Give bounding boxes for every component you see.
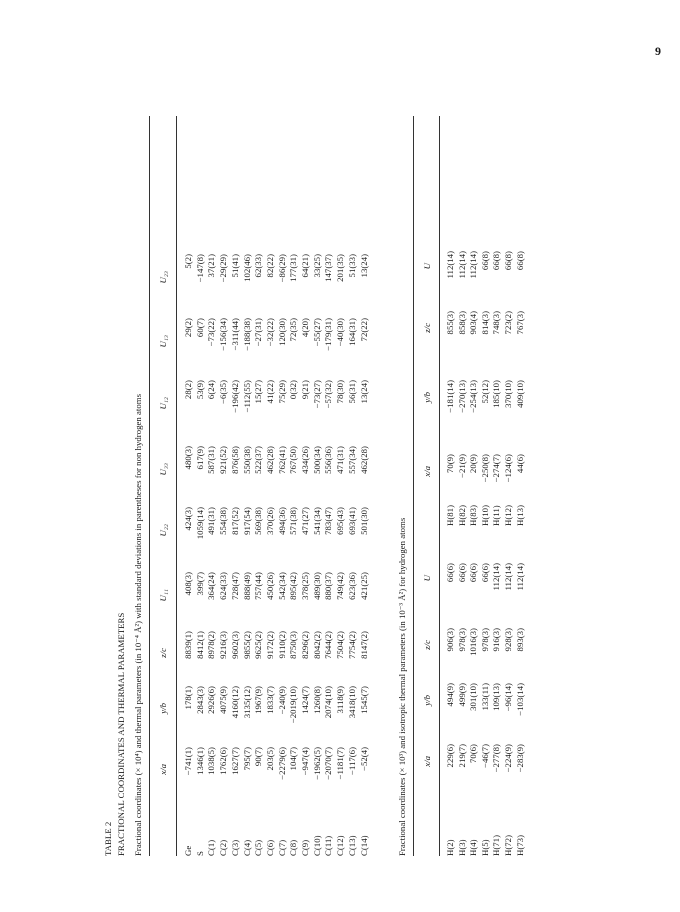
table2-header-rule xyxy=(439,116,440,856)
table2-cell: −277(8) xyxy=(491,744,502,773)
table1-cell: 56(31) xyxy=(346,380,357,404)
table1-atom-label: C(13) xyxy=(346,835,357,856)
table1-cell: 2074(10) xyxy=(323,686,334,719)
table1-atom-label: C(9) xyxy=(300,839,310,856)
table2-atom-label: H(12) xyxy=(503,504,513,526)
table1-atom-label: C(12) xyxy=(335,835,346,856)
table1-cell: 15(27) xyxy=(253,380,264,404)
table1-cell: 72(35) xyxy=(288,318,299,342)
table1-cell: −73(27) xyxy=(311,380,322,409)
table2-cell: −254(13) xyxy=(468,380,479,413)
table2-cell: 109(13) xyxy=(491,683,502,711)
table1-header-8: U₁₃ xyxy=(158,335,168,348)
table1-cell: 13(24) xyxy=(358,254,369,278)
table1-atom-label: C(3) xyxy=(229,839,240,856)
table1-cell: 480(3) xyxy=(183,446,193,470)
table2-cell: 52(12) xyxy=(479,380,490,404)
table1-cell: 695(43) xyxy=(335,507,346,535)
table1-cell: −2019(10) xyxy=(288,686,299,724)
table1-cell: −55(27) xyxy=(311,318,322,347)
table2-cell: 499(9) xyxy=(456,683,467,707)
table1-cell: −27(31) xyxy=(253,318,264,347)
table1-cell: 399(7) xyxy=(194,572,205,596)
table1-header-3: z/c xyxy=(158,648,168,658)
table2-cell: 1016(3) xyxy=(468,628,479,656)
table2-header-3: z/c xyxy=(422,640,432,650)
table1-cell: 13(24) xyxy=(358,380,369,404)
table2-cell: 855(3) xyxy=(445,311,455,335)
table1-cell: −73(22) xyxy=(206,318,217,347)
table2-cell: 814(3) xyxy=(479,311,490,335)
table1-cell: 72(22) xyxy=(358,318,369,342)
table2-cell: 858(3) xyxy=(456,311,467,335)
table1-cell: 41(22) xyxy=(264,380,275,404)
table1-cell: 164(31) xyxy=(346,318,357,346)
table1-cell: −40(30) xyxy=(335,318,346,347)
table1-cell: 4(20) xyxy=(300,318,310,338)
table1-atom-label: C(5) xyxy=(253,839,264,856)
table1-cell: 8412(1) xyxy=(194,631,205,659)
table1-cell: 3135(12) xyxy=(241,686,252,719)
table1-cell: 6(24) xyxy=(206,380,217,400)
table2-atom-label: H(72) xyxy=(503,834,513,856)
table2-header-7: z/c xyxy=(422,323,432,333)
table2-atom-label: H(71) xyxy=(491,834,502,856)
table2-cell: −46(7) xyxy=(479,744,490,769)
table1-cell: −196(42) xyxy=(229,380,240,413)
table2-cell: −96(14) xyxy=(503,683,513,712)
table1-cell: 62(33) xyxy=(253,254,264,278)
page-number: 9 xyxy=(655,44,661,58)
table1-cell: −6(35) xyxy=(218,380,229,405)
table1-cell: 203(5) xyxy=(264,747,275,771)
table1-cell: 29(2) xyxy=(183,318,193,338)
table1-cell: 3418(10) xyxy=(346,686,357,719)
table1-cell: −156(34) xyxy=(218,318,229,351)
table1-cell: 587(31) xyxy=(206,446,217,474)
table1-cell: 9(21) xyxy=(300,380,310,400)
table1-cell: 1038(5) xyxy=(206,747,217,775)
table1-cell: 757(44) xyxy=(253,572,264,600)
table2-cell: −250(8) xyxy=(479,454,490,483)
table2-cell: 409(10) xyxy=(514,380,525,408)
table1-cell: 623(36) xyxy=(346,572,357,600)
table1-atom-label: C(2) xyxy=(218,839,229,856)
table1-cell: 500(34) xyxy=(311,446,322,474)
table1-cell: 8147(2) xyxy=(358,631,369,659)
table1-cell: 556(36) xyxy=(323,446,334,474)
table2-atom-label: H(82) xyxy=(456,504,467,526)
table1-top-rule xyxy=(149,116,150,856)
table1-cell: 728(47) xyxy=(229,572,240,600)
table1-cell: 542(34) xyxy=(276,572,287,600)
table1-cell: 762(41) xyxy=(276,446,287,474)
table2-cell: 978(3) xyxy=(479,628,490,652)
table1-header-2: y/b xyxy=(158,703,168,714)
table2-header-2: y/b xyxy=(422,695,432,706)
table1-cell: 571(38) xyxy=(288,507,299,535)
table2-cell: 20(9) xyxy=(468,454,479,474)
table2-atom-label: H(11) xyxy=(491,505,502,526)
table1-cell: 917(54) xyxy=(241,507,252,535)
table2-atom-label: H(2) xyxy=(445,839,455,856)
table1-atom-label: C(11) xyxy=(323,835,334,856)
table2-atom-label: H(5) xyxy=(479,839,490,856)
table1-cell: 201(35) xyxy=(335,254,346,282)
table1-cell: 7644(2) xyxy=(323,631,334,659)
table1-header-9: U₂₃ xyxy=(158,271,168,284)
table1-cell: 8839(1) xyxy=(183,631,193,659)
table1-header-5: U₂₂ xyxy=(158,524,168,537)
table2-cell: 66(6) xyxy=(479,563,490,583)
table1-cell: −311(44) xyxy=(229,318,240,351)
table-title: FRACTIONAL COORDINATES AND THERMAL PARAMETERS xyxy=(116,612,126,856)
table1-cell: 7504(2) xyxy=(335,631,346,659)
table1-cell: 749(42) xyxy=(335,572,346,600)
table2-header-1: x/a xyxy=(422,756,432,767)
table2-cell: 112(14) xyxy=(514,563,525,591)
table1-cell: −1962(5) xyxy=(311,747,322,780)
table1-header-1: x/a xyxy=(158,764,168,775)
table1-cell: 501(30) xyxy=(358,507,369,535)
table1-cell: 767(50) xyxy=(288,446,299,474)
table1-cell: 462(28) xyxy=(358,446,369,474)
table2-atom-label: H(4) xyxy=(468,839,479,856)
table2-cell: 185(10) xyxy=(491,380,502,408)
table2-cell: 66(8) xyxy=(479,251,490,271)
table1-cell: 817(52) xyxy=(229,507,240,535)
table2-cell: 916(3) xyxy=(491,628,502,652)
table1-cell: 4075(9) xyxy=(218,686,229,714)
table1-cell: −947(4) xyxy=(300,747,310,776)
table1-cell: −1181(7) xyxy=(335,747,346,780)
table1-cell: 569(38) xyxy=(253,507,264,535)
table1-header-rule xyxy=(176,116,177,856)
table1-cell: 9216(3) xyxy=(218,631,229,659)
table2-cell: 370(10) xyxy=(503,380,513,408)
table2-cell: 748(3) xyxy=(491,311,502,335)
table1-cell: 75(29) xyxy=(276,380,287,404)
table2-cell: 767(3) xyxy=(514,311,525,335)
table1-cell: 693(41) xyxy=(346,507,357,535)
table1-cell: 37(21) xyxy=(206,254,217,278)
table1-cell: 450(26) xyxy=(264,572,275,600)
table2-cell: −124(6) xyxy=(503,454,513,483)
table1-cell: −112(55) xyxy=(241,380,252,413)
table1-cell: 9110(2) xyxy=(276,631,287,659)
table1-cell: −86(29) xyxy=(276,254,287,283)
table1-cell: 53(9) xyxy=(194,380,205,400)
table1-atom-label: C(8) xyxy=(288,839,299,856)
table2-cell: 112(14) xyxy=(503,563,513,591)
table1-cell: 60(7) xyxy=(194,318,205,338)
table2-cell: 112(14) xyxy=(445,251,455,279)
table2-top-rule xyxy=(413,116,414,856)
table1-cell: −147(8) xyxy=(194,254,205,283)
table1-cell: 2926(6) xyxy=(206,686,217,714)
table1-atom-label: C(10) xyxy=(311,835,322,856)
table2-header-4: U xyxy=(422,575,432,582)
table1-cell: 82(22) xyxy=(264,254,275,278)
table2-cell: −270(13) xyxy=(456,380,467,413)
table2-cell: −283(9) xyxy=(514,744,525,773)
table1-cell: 522(37) xyxy=(253,446,264,474)
table1-cell: 494(36) xyxy=(276,507,287,535)
table1-cell: 1545(7) xyxy=(358,686,369,714)
table2-cell: 906(3) xyxy=(445,628,455,652)
table2-atom-label: H(10) xyxy=(479,504,490,526)
table1-cell: 1059(14) xyxy=(194,507,205,540)
table2-header-5: x/a xyxy=(422,466,432,477)
table1-cell: 51(41) xyxy=(229,254,240,278)
table1-cell: 5(2) xyxy=(183,254,193,269)
table1-cell: 51(33) xyxy=(346,254,357,278)
table1-cell: 4160(12) xyxy=(229,686,240,719)
table1-cell: 33(25) xyxy=(311,254,322,278)
table1-caption: Fractional coordinates (× 10⁴) and thermal parameters (in 10⁻⁴ Å²) with standard deviations in parentheses for non hydrogen atoms xyxy=(133,394,143,856)
table1-cell: 364(24) xyxy=(206,572,217,600)
table1-cell: 178(1) xyxy=(183,686,193,710)
table2-cell: −103(14) xyxy=(514,683,525,716)
table1-cell: 408(3) xyxy=(183,572,193,596)
table1-cell: 491(31) xyxy=(206,507,217,535)
table1-atom-label: Ge xyxy=(183,845,193,856)
table1-cell: 8042(2) xyxy=(311,631,322,659)
table1-cell: 9625(2) xyxy=(253,631,264,659)
table1-cell: −188(38) xyxy=(241,318,252,351)
table2-cell: 978(3) xyxy=(456,628,467,652)
table1-cell: 9602(3) xyxy=(229,631,240,659)
table1-cell: 9172(2) xyxy=(264,631,275,659)
table2-cell: 66(8) xyxy=(491,251,502,271)
table1-cell: 147(37) xyxy=(323,254,334,282)
table1-cell: 9855(2) xyxy=(241,631,252,659)
table2-cell: 494(9) xyxy=(445,683,455,707)
table2-atom-label: H(3) xyxy=(456,839,467,856)
table1-cell: 78(30) xyxy=(335,380,346,404)
table1-cell: 888(49) xyxy=(241,572,252,600)
table2-cell: 723(2) xyxy=(503,311,513,335)
table1-cell: −32(22) xyxy=(264,318,275,347)
table1-atom-label: S xyxy=(194,851,205,856)
table1-cell: −179(31) xyxy=(323,318,334,351)
table1-atom-label: C(1) xyxy=(206,839,217,856)
table1-cell: 1833(7) xyxy=(264,686,275,714)
table1-header-4: U₁₁ xyxy=(158,589,168,602)
table2-cell: 70(9) xyxy=(445,454,455,474)
table2-atom-label: H(73) xyxy=(514,834,525,856)
table2-cell: 66(6) xyxy=(445,563,455,583)
table-label: TABLE 2 xyxy=(103,821,113,856)
table1-cell: 8978(2) xyxy=(206,631,217,659)
table1-cell: 624(33) xyxy=(218,572,229,600)
table1-cell: −2279(6) xyxy=(276,747,287,780)
table2-cell: 112(14) xyxy=(468,251,479,279)
table2-cell: −181(14) xyxy=(445,380,455,413)
table1-cell: 876(58) xyxy=(229,446,240,474)
table1-cell: 370(26) xyxy=(264,507,275,535)
table1-cell: 104(7) xyxy=(288,747,299,771)
table2-cell: −274(7) xyxy=(491,454,502,483)
table1-cell: −117(6) xyxy=(346,747,357,776)
table2-caption: Fractional coordinates (× 10³) and isotropic thermal parameters (in 10⁻³ Å²) for hydrogen atoms xyxy=(397,517,407,856)
table2-cell: 112(14) xyxy=(491,563,502,591)
table1-cell: −29(29) xyxy=(218,254,229,283)
table1-cell: 0(32) xyxy=(288,380,299,400)
table1-cell: 90(7) xyxy=(253,747,264,767)
table2-cell: 229(6) xyxy=(445,744,455,768)
table1-cell: 3118(9) xyxy=(335,686,346,714)
table1-cell: 8296(2) xyxy=(300,631,310,659)
table2-atom-label: H(81) xyxy=(445,504,455,526)
table1-cell: 1424(7) xyxy=(300,686,310,714)
table1-cell: 378(25) xyxy=(300,572,310,600)
table1-cell: 557(34) xyxy=(346,446,357,474)
table1-atom-label: C(4) xyxy=(241,839,252,856)
table1-cell: 8750(3) xyxy=(288,631,299,659)
table2-cell: 70(6) xyxy=(468,744,479,764)
table1-cell: 617(9) xyxy=(194,446,205,470)
table2-cell: 903(4) xyxy=(468,311,479,335)
table2-cell: −224(9) xyxy=(503,744,513,773)
table2-cell: 893(3) xyxy=(514,628,525,652)
table2-cell: 44(6) xyxy=(514,454,525,474)
table1-header-7: U₁₂ xyxy=(158,397,168,410)
table2-cell: 66(8) xyxy=(514,251,525,271)
table2-cell: 112(14) xyxy=(456,251,467,279)
table1-atom-label: C(6) xyxy=(264,839,275,856)
table1-cell: −741(1) xyxy=(183,747,193,776)
table1-cell: 554(38) xyxy=(218,507,229,535)
table1-cell: 102(46) xyxy=(241,254,252,282)
table2-header-8: U xyxy=(422,263,432,270)
table2-atom-label: H(83) xyxy=(468,504,479,526)
table1-cell: 2843(3) xyxy=(194,686,205,714)
table2-cell: 66(8) xyxy=(503,251,513,271)
table1-cell: −52(4) xyxy=(358,747,369,772)
table1-cell: −2070(7) xyxy=(323,747,334,780)
table1-cell: 880(37) xyxy=(323,572,334,600)
table2-cell: −21(9) xyxy=(456,454,467,479)
table1-cell: 1260(8) xyxy=(311,686,322,714)
table1-cell: 64(21) xyxy=(300,254,310,278)
table1-cell: 1346(1) xyxy=(194,747,205,775)
table2-cell: 66(6) xyxy=(456,563,467,583)
table2-cell: 133(11) xyxy=(479,683,490,711)
table2-cell: 301(10) xyxy=(468,683,479,711)
table1-header-6: U₃₃ xyxy=(158,463,168,476)
table1-cell: 795(7) xyxy=(241,747,252,771)
table2-cell: 219(7) xyxy=(456,744,467,768)
table2-header-6: y/b xyxy=(422,392,432,403)
table1-cell: 462(28) xyxy=(264,446,275,474)
table1-cell: 177(31) xyxy=(288,254,299,282)
table1-cell: 28(2) xyxy=(183,380,193,400)
table1-cell: 421(25) xyxy=(358,572,369,600)
table1-cell: 471(27) xyxy=(300,507,310,535)
table2-cell: 66(6) xyxy=(468,563,479,583)
table1-cell: 424(3) xyxy=(183,507,193,531)
table2-cell: 928(3) xyxy=(503,628,513,652)
table1-cell: −240(9) xyxy=(276,686,287,715)
table1-cell: 783(47) xyxy=(323,507,334,535)
table1-cell: 541(34) xyxy=(311,507,322,535)
table1-atom-label: C(14) xyxy=(358,835,369,856)
table2-atom-label: H(13) xyxy=(514,504,525,526)
table1-cell: 1967(9) xyxy=(253,686,264,714)
table1-cell: 7754(2) xyxy=(346,631,357,659)
table1-atom-label: C(7) xyxy=(276,839,287,856)
table1-cell: 434(26) xyxy=(300,446,310,474)
table1-cell: 550(38) xyxy=(241,446,252,474)
table1-cell: 895(42) xyxy=(288,572,299,600)
table1-cell: 921(52) xyxy=(218,446,229,474)
table1-cell: 471(31) xyxy=(335,446,346,474)
table1-cell: 1627(7) xyxy=(229,747,240,775)
table1-cell: 489(30) xyxy=(311,572,322,600)
table1-cell: 120(30) xyxy=(276,318,287,346)
rotated-table-page xyxy=(104,116,594,856)
table1-cell: 1762(6) xyxy=(218,747,229,775)
table1-cell: −57(32) xyxy=(323,380,334,409)
